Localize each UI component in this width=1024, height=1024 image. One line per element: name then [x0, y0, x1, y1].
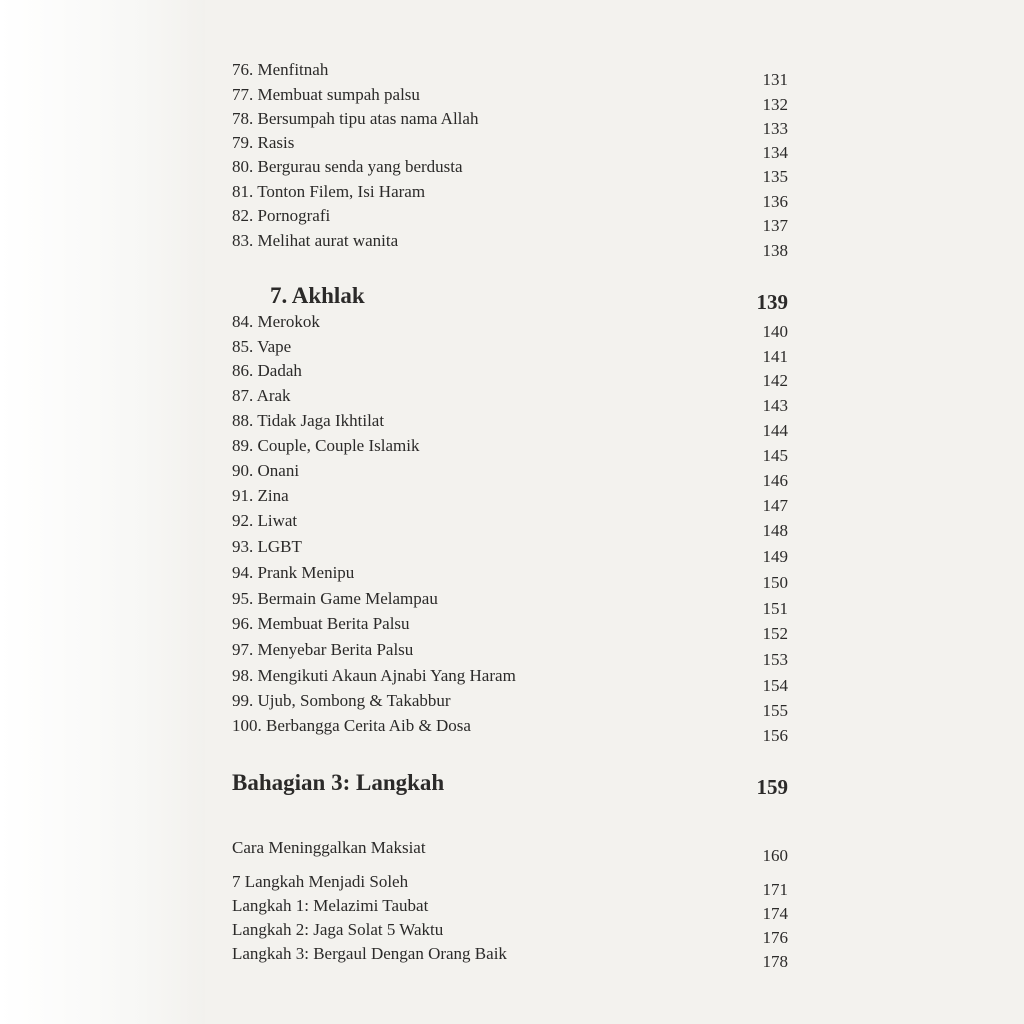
toc-entry — [232, 337, 788, 366]
toc-entry — [232, 109, 788, 138]
entry-title: Tonton Filem, Isi Haram — [257, 182, 426, 201]
entry-title: 7 Langkah Menjadi Soleh — [232, 872, 409, 891]
entry-number: 84. — [232, 312, 254, 331]
entry-title: Menfitnah — [257, 60, 329, 79]
entry-number: 76. — [232, 60, 254, 79]
toc-entry — [232, 838, 788, 865]
toc-entry — [232, 411, 788, 440]
entry-number: 94. — [232, 563, 254, 582]
toc-entry — [232, 206, 788, 235]
entry-page: 155 — [762, 701, 788, 720]
entry-number: 90. — [232, 461, 254, 480]
toc-entry — [232, 182, 788, 211]
entry-page: 132 — [762, 95, 788, 114]
entry-number: 93. — [232, 537, 254, 556]
toc-entry — [232, 896, 788, 923]
entry-page: 151 — [762, 599, 788, 618]
entry-number: 99. — [232, 691, 254, 710]
toc-entry — [232, 537, 788, 566]
toc-entry — [232, 312, 788, 341]
entry-number: 81. — [232, 182, 254, 201]
entry-title: Pornografi — [257, 206, 331, 225]
toc-entry — [232, 85, 788, 114]
toc-entry — [232, 157, 788, 186]
entry-number: 86. — [232, 361, 254, 380]
entry-page: 160 — [762, 846, 788, 865]
entry-title: Rasis — [257, 133, 295, 152]
entry-number: 95. — [232, 589, 254, 608]
entry-page: 135 — [762, 167, 788, 186]
entry-title: Membuat Berita Palsu — [257, 614, 410, 633]
entry-title: Mengikuti Akaun Ajnabi Yang Haram — [257, 666, 516, 685]
entry-title: Zina — [257, 486, 289, 505]
part-heading — [232, 770, 788, 799]
entry-title: Onani — [257, 461, 300, 480]
entry-page: 137 — [762, 216, 788, 235]
entry-page: 133 — [762, 119, 788, 138]
entry-title: Merokok — [257, 312, 320, 331]
entry-page: 142 — [762, 371, 788, 390]
entry-title: Bermain Game Melampau — [257, 589, 438, 608]
entry-page: 143 — [762, 396, 788, 415]
toc-entry — [232, 133, 788, 162]
chapter-page: 139 — [756, 290, 788, 314]
entry-page: 147 — [762, 496, 788, 515]
toc-entry — [232, 461, 788, 490]
toc-entry — [232, 486, 788, 515]
entry-page: 148 — [762, 521, 788, 540]
entry-title: Langkah 1: Melazimi Taubat — [232, 896, 429, 915]
entry-page: 154 — [762, 676, 788, 695]
entry-page: 176 — [762, 928, 788, 947]
toc-entry — [232, 361, 788, 390]
entry-title: Dadah — [257, 361, 302, 380]
entry-title: Melihat aurat wanita — [257, 231, 399, 250]
entry-title: Arak — [256, 386, 291, 405]
entry-page: 174 — [762, 904, 788, 923]
entry-page: 138 — [762, 241, 788, 260]
entry-page: 178 — [762, 952, 788, 971]
entry-page: 146 — [762, 471, 788, 490]
toc-entry — [232, 640, 788, 669]
entry-number: 96. — [232, 614, 254, 633]
toc-entry — [232, 386, 788, 415]
entry-title: LGBT — [257, 537, 302, 556]
entry-number: 77. — [232, 85, 254, 104]
entry-number: 79. — [232, 133, 254, 152]
entry-title: Membuat sumpah palsu — [257, 85, 420, 104]
toc-entry — [232, 872, 788, 899]
entry-page: 152 — [762, 624, 788, 643]
toc-entry — [232, 920, 788, 947]
chapter-heading — [232, 283, 788, 314]
entry-number: 78. — [232, 109, 254, 128]
entry-title: Liwat — [257, 511, 298, 530]
entry-page: 145 — [762, 446, 788, 465]
entry-number: 88. — [232, 411, 254, 430]
entry-title: Prank Menipu — [257, 563, 355, 582]
toc-entry — [232, 563, 788, 592]
entry-page: 153 — [762, 650, 788, 669]
toc-entry — [232, 666, 788, 695]
entry-title: Langkah 3: Bergaul Dengan Orang Baik — [232, 944, 507, 963]
entry-number: 92. — [232, 511, 254, 530]
entry-title: Bergurau senda yang berdusta — [257, 157, 463, 176]
entry-number: 89. — [232, 436, 254, 455]
entry-title: Menyebar Berita Palsu — [257, 640, 414, 659]
entry-number: 82. — [232, 206, 254, 225]
entry-number: 100. — [232, 716, 262, 735]
toc-entry — [232, 691, 788, 720]
entry-title: Bersumpah tipu atas nama Allah — [257, 109, 479, 128]
chapter-title: 7. Akhlak — [270, 283, 365, 308]
entry-number: 97. — [232, 640, 254, 659]
entry-page: 150 — [762, 573, 788, 592]
entry-page: 149 — [762, 547, 788, 566]
entry-page: 156 — [762, 726, 788, 745]
entry-title: Tidak Jaga Ikhtilat — [257, 411, 385, 430]
entry-number: 83. — [232, 231, 254, 250]
toc-entry — [232, 614, 788, 643]
entry-title: Vape — [257, 337, 292, 356]
entry-number: 98. — [232, 666, 254, 685]
toc-entry — [232, 60, 788, 89]
toc-entry — [232, 716, 788, 745]
entry-page: 136 — [762, 192, 788, 211]
entry-page: 144 — [762, 421, 788, 440]
toc-entry — [232, 589, 788, 618]
entry-number: 80. — [232, 157, 254, 176]
toc-entry — [232, 511, 788, 540]
entry-page: 140 — [762, 322, 788, 341]
entry-number: 91. — [232, 486, 254, 505]
entry-page: 171 — [762, 880, 788, 899]
toc-entry — [232, 436, 788, 465]
entry-page: 134 — [762, 143, 788, 162]
toc-entry — [232, 944, 788, 971]
entry-title: Couple, Couple Islamik — [257, 436, 420, 455]
part-page: 159 — [756, 775, 788, 799]
entry-page: 141 — [762, 347, 788, 366]
entry-title: Ujub, Sombong & Takabbur — [257, 691, 451, 710]
entry-number: 85. — [232, 337, 254, 356]
entry-title: Berbangga Cerita Aib & Dosa — [266, 716, 471, 735]
entry-title: Langkah 2: Jaga Solat 5 Waktu — [232, 920, 444, 939]
entry-title: Cara Meninggalkan Maksiat — [232, 838, 426, 857]
part-title: Bahagian 3: Langkah — [232, 770, 445, 795]
entry-number: 87. — [232, 386, 254, 405]
toc-entry — [232, 231, 788, 260]
entry-page: 131 — [762, 70, 788, 89]
